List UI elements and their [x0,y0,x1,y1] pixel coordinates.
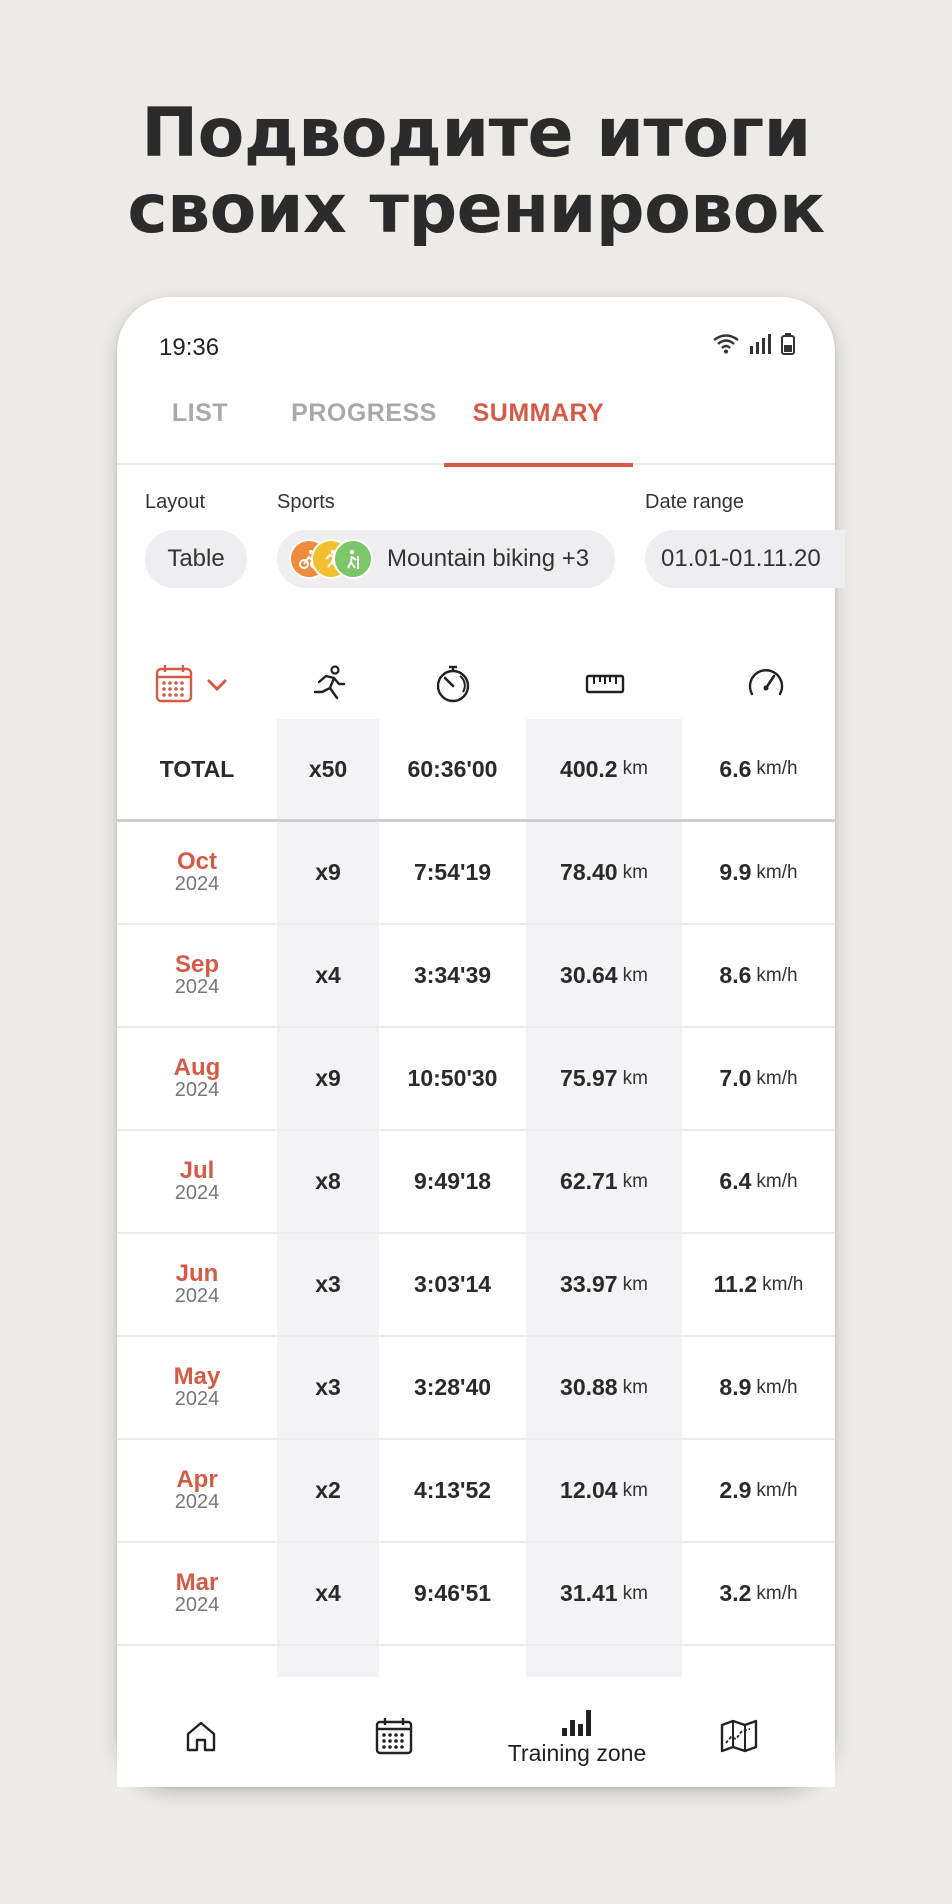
month-year: 2024 [174,872,220,895]
date-range-label: Date range [645,491,744,513]
sports-label: Sports [277,491,335,513]
distance-unit: km [622,1582,648,1604]
table-row[interactable] [117,822,835,925]
headline-line-2: своих тренировок [127,170,825,249]
total-distance-unit: km [622,758,648,779]
month-cell [117,1440,277,1541]
distance-unit: km [622,1067,648,1089]
table-row[interactable] [117,1028,835,1131]
nav-calendar[interactable] [362,1685,426,1787]
calendar-icon [375,1717,413,1755]
tab-summary[interactable]: SUMMARY [444,387,633,465]
count-cell: x9 [315,859,341,885]
distance-value: 78.40 [560,859,618,885]
table-row[interactable] [117,1337,835,1440]
speed-cell [682,925,835,1026]
total-speed-unit: km/h [756,758,798,779]
phone-frame [117,297,835,1787]
distance-unit: km [622,1273,648,1295]
running-person-icon [309,664,349,704]
distance-value: 31.41 [560,1580,618,1606]
speed-unit: km/h [756,1582,798,1604]
total-row [117,719,835,822]
count-cell: x3 [315,1374,341,1400]
speed-unit: km/h [762,1273,804,1295]
speed-value: 2.9 [719,1477,752,1503]
duration-cell: 9:46'51 [413,1580,492,1606]
nav-home[interactable] [169,1685,233,1787]
filter-bar [117,487,835,597]
calendar-icon [155,664,239,704]
speed-value: 9.9 [719,859,752,885]
count-cell: x2 [315,1477,341,1503]
speedometer-icon [746,664,786,704]
speed-value: 6.4 [719,1168,752,1194]
speed-cell [682,1440,835,1541]
headline-line-1: Подводите итоги [141,94,811,173]
tab-bar [117,387,835,465]
distance-cell [526,1028,682,1129]
distance-unit: km [622,1479,648,1501]
count-cell: x3 [315,1271,341,1297]
count-cell: x9 [315,1065,341,1091]
distance-value: 30.64 [560,962,618,988]
month-name: May [173,1362,221,1390]
total-speed-value: 6.6 [719,755,752,782]
duration-cell: 10:50'30 [407,1065,498,1091]
distance-value: 33.97 [560,1271,618,1297]
duration-cell: 7:54'19 [413,859,492,885]
total-speed [682,719,835,819]
distance-cell [526,1131,682,1232]
total-label: TOTAL [159,755,235,782]
layout-chip[interactable]: Table [145,530,247,588]
month-name: Mar [175,1568,219,1596]
distance-unit: km [622,1170,648,1192]
distance-value: 30.88 [560,1374,618,1400]
speed-cell [682,1028,835,1129]
distance-value: 62.71 [560,1168,618,1194]
layout-label: Layout [145,491,206,513]
distance-unit: km [622,1376,648,1398]
month-year: 2024 [174,1078,220,1101]
total-distance [526,719,682,819]
map-icon [720,1717,758,1755]
speed-unit: km/h [756,861,798,883]
speed-unit: km/h [756,1479,798,1501]
month-cell [117,1337,277,1438]
month-name: Apr [176,1465,218,1493]
summary-table [117,647,835,1677]
nav-training-zone-label: Training zone [507,1739,647,1766]
duration-cell: 9:49'18 [413,1168,492,1194]
sports-chip[interactable] [277,530,615,588]
battery-icon [781,333,795,355]
month-cell [117,925,277,1026]
month-year: 2024 [174,1593,220,1616]
month-year: 2024 [174,975,220,998]
speed-unit: km/h [756,1170,798,1192]
table-row[interactable] [117,1543,835,1646]
month-name: Oct [176,847,217,875]
speed-unit: km/h [756,964,798,986]
stopwatch-icon [433,664,473,704]
duration-cell: 3:03'14 [413,1271,492,1297]
distance-value: 12.04 [560,1477,618,1503]
nav-training-zone[interactable] [477,1685,677,1787]
month-year: 2024 [174,1387,220,1410]
speed-value: 3.2 [719,1580,752,1606]
table-row[interactable] [117,925,835,1028]
signal-icon [749,334,771,354]
month-name: Sep [174,950,219,978]
speed-cell [682,1337,835,1438]
headline [0,96,952,248]
count-cell: x4 [315,1580,341,1606]
distance-cell [526,1337,682,1438]
hiking-icon [333,539,373,579]
speed-cell [682,1543,835,1644]
duration-cell: 4:13'52 [413,1477,492,1503]
month-cell [117,822,277,923]
count-cell: x8 [315,1168,341,1194]
total-duration: 60:36'00 [407,755,498,782]
speed-value: 11.2 [713,1271,758,1297]
distance-unit: km [622,861,648,883]
home-icon [184,1719,218,1753]
table-header [117,647,835,719]
table-row[interactable] [117,1131,835,1234]
distance-cell [526,1543,682,1644]
distance-cell [526,1440,682,1541]
sports-chip-label: Mountain biking +3 [387,545,590,572]
total-distance-value: 400.2 [560,755,618,782]
table-row[interactable] [117,1234,835,1337]
nav-map[interactable] [707,1685,771,1787]
month-name: Jul [179,1156,215,1184]
status-icons [713,333,795,355]
speed-cell [682,1131,835,1232]
bar-chart-icon [560,1706,594,1736]
speed-unit: km/h [756,1376,798,1398]
duration-cell: 3:34'39 [413,962,492,988]
month-cell [117,1234,277,1335]
distance-unit: km [622,964,648,986]
month-year: 2024 [174,1181,220,1204]
month-year: 2024 [174,1284,220,1307]
speed-cell [682,1234,835,1335]
speed-cell [682,822,835,923]
wifi-icon [713,334,739,354]
month-cell [117,1543,277,1644]
distance-cell [526,925,682,1026]
tab-progress[interactable]: PROGRESS [291,399,437,427]
sport-icons [289,539,379,579]
ruler-icon [585,664,625,704]
distance-value: 75.97 [560,1065,618,1091]
speed-value: 8.6 [719,962,752,988]
speed-value: 7.0 [719,1065,752,1091]
speed-unit: km/h [756,1067,798,1089]
tab-list[interactable]: LIST [171,399,229,427]
month-name: Jun [175,1259,219,1287]
table-row[interactable] [117,1440,835,1543]
status-bar [117,297,835,397]
date-range-chip[interactable]: 01.01-01.11.20 [645,530,845,588]
month-cell [117,1028,277,1129]
distance-cell [526,822,682,923]
total-count: x50 [308,755,348,782]
distance-cell [526,1234,682,1335]
status-time: 19:36 [159,334,220,361]
month-cell [117,1131,277,1232]
count-cell: x4 [315,962,341,988]
duration-cell: 3:28'40 [413,1374,492,1400]
speed-value: 8.9 [719,1374,752,1400]
date-sort-toggle[interactable] [155,664,239,709]
bottom-nav [117,1685,835,1787]
month-name: Aug [173,1053,221,1081]
month-year: 2024 [174,1490,220,1513]
